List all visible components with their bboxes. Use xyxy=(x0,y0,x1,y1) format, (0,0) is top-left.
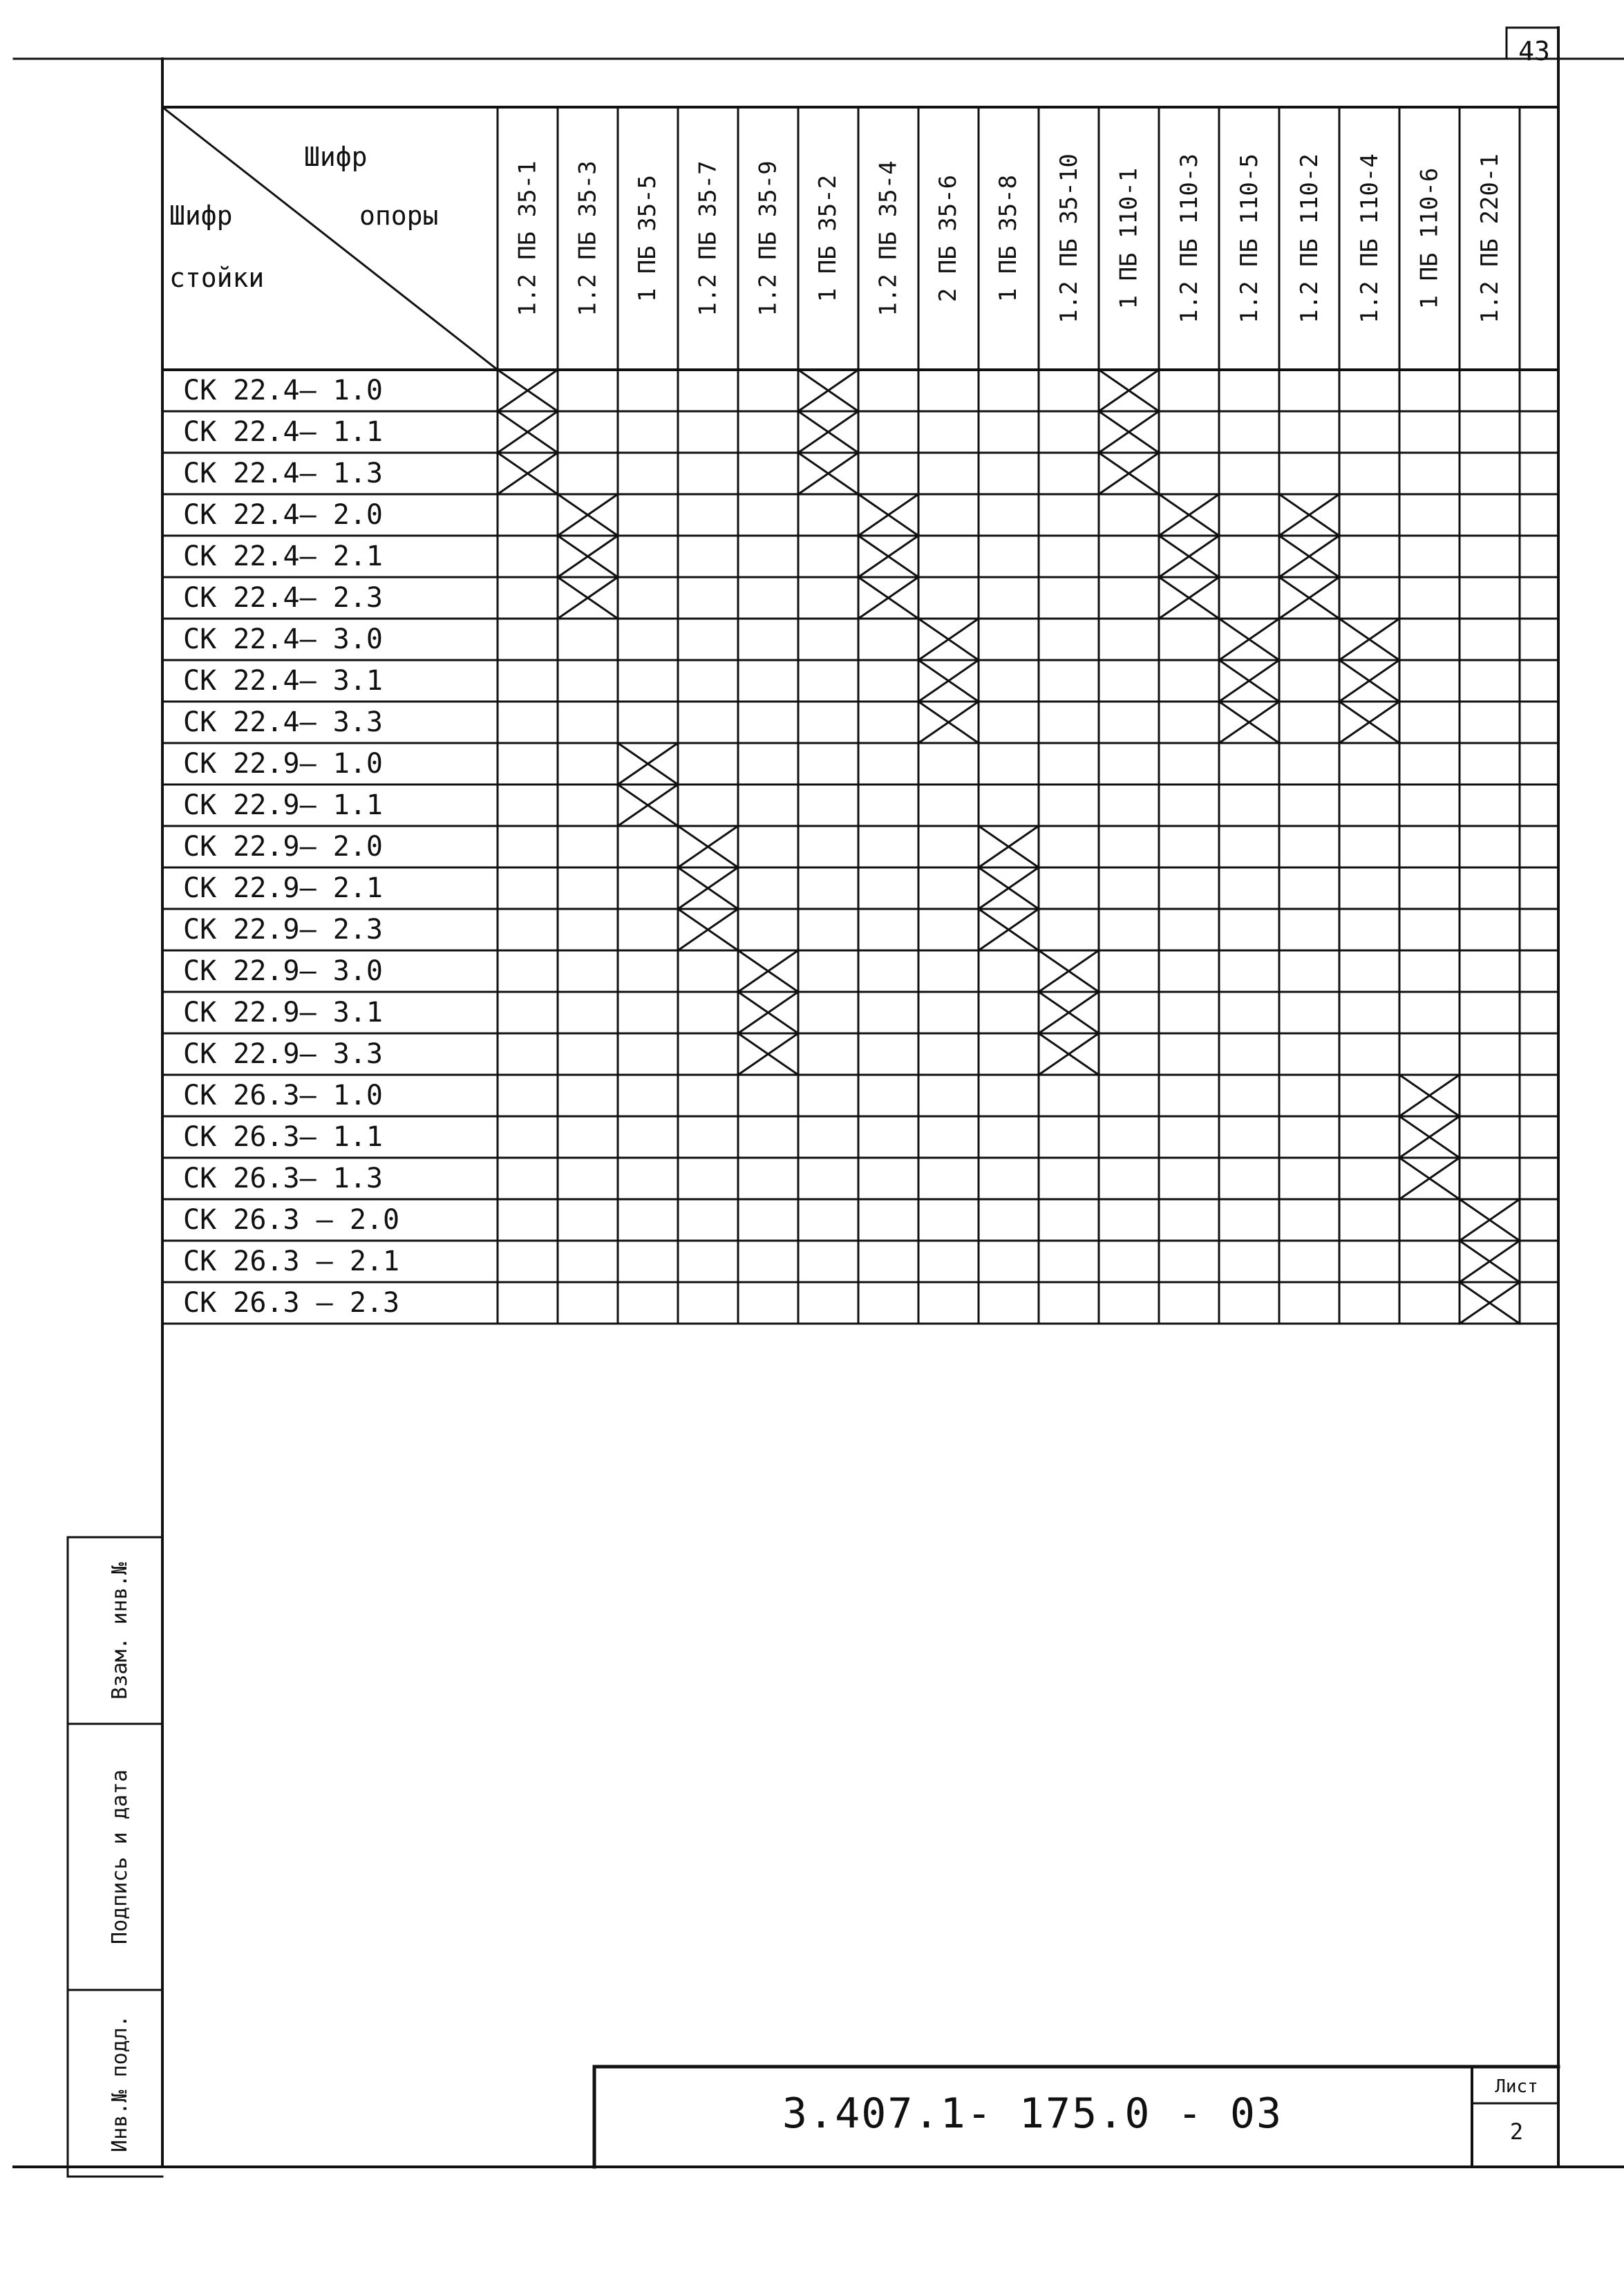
row-label: СК 22.4— 3.1 xyxy=(183,665,383,697)
side-stamp xyxy=(68,1537,171,2177)
column-header: 1.2 ПБ 35-3 xyxy=(574,160,602,317)
column-header: 1.2 ПБ 110-2 xyxy=(1295,153,1323,323)
document-code: 3.407.1- 175.0 - 03 xyxy=(782,2089,1283,2138)
row-label: СК 22.9— 2.0 xyxy=(183,831,383,863)
column-header: 1 ПБ 110-1 xyxy=(1115,167,1143,310)
column-header: 1.2 ПБ 110-5 xyxy=(1235,153,1263,323)
column-header: 1.2 ПБ 110-4 xyxy=(1355,153,1384,323)
column-header: 1 ПБ 35-2 xyxy=(814,174,842,303)
row-label: СК 26.3 — 2.0 xyxy=(183,1204,400,1236)
row-label: СК 22.9— 3.0 xyxy=(183,955,383,987)
row-label: СК 22.4— 3.0 xyxy=(183,623,383,655)
row-label: СК 22.4— 1.0 xyxy=(183,375,383,406)
sheet-label: Лист xyxy=(1495,2076,1538,2097)
sheet-number: 2 xyxy=(1509,2118,1524,2145)
row-label: СК 22.9— 3.3 xyxy=(183,1038,383,1070)
column-header: 1 ПБ 110-6 xyxy=(1415,167,1444,310)
column-header: 1.2 ПБ 220-1 xyxy=(1475,153,1504,323)
column-header: 2 ПБ 35-6 xyxy=(934,174,963,303)
row-label: СК 26.3— 1.0 xyxy=(183,1080,383,1111)
row-label: СК 26.3 — 2.1 xyxy=(183,1246,400,1277)
corner-bottom-label: стойки xyxy=(169,263,265,293)
row-label: СК 22.4— 2.0 xyxy=(183,499,383,531)
row-label: СК 22.9— 3.1 xyxy=(183,997,383,1028)
row-label: СК 26.3— 1.3 xyxy=(183,1163,383,1194)
row-label: СК 22.9— 2.3 xyxy=(183,914,383,946)
row-label: СК 22.4— 1.1 xyxy=(183,416,383,448)
column-header: 1.2 ПБ 110-3 xyxy=(1175,153,1203,323)
row-label: СК 22.4— 1.3 xyxy=(183,458,383,489)
page-number: 43 xyxy=(1518,36,1550,66)
row-label: СК 22.4— 3.3 xyxy=(183,706,383,738)
column-header: 1.2 ПБ 35-7 xyxy=(694,160,722,317)
column-header: 1.2 ПБ 35-4 xyxy=(874,160,903,317)
corner-top-label: Шифр xyxy=(304,142,368,172)
row-label: СК 26.3— 1.1 xyxy=(183,1121,383,1153)
corner-left-label: Шифр xyxy=(169,200,233,231)
column-header: 1 ПБ 35-5 xyxy=(634,174,662,303)
row-label: СК 22.4— 2.3 xyxy=(183,582,383,614)
row-label: СК 26.3 — 2.3 xyxy=(183,1287,400,1319)
corner-right-label: опоры xyxy=(359,200,439,231)
stamp-original-inv-cell: Инв.№ подл. xyxy=(107,2014,132,2152)
column-header: 1 ПБ 35-8 xyxy=(994,174,1023,303)
row-label: СК 22.9— 2.1 xyxy=(183,872,383,904)
stamp-signature-date-cell: Подпись и дата xyxy=(107,1769,132,1944)
column-header: 1.2 ПБ 35-10 xyxy=(1055,153,1083,323)
row-label: СК 22.9— 1.0 xyxy=(183,748,383,780)
column-header: 1.2 ПБ 35-1 xyxy=(513,160,542,317)
row-label: СК 22.9— 1.1 xyxy=(183,789,383,821)
column-header: 1.2 ПБ 35-9 xyxy=(754,160,782,317)
row-label: СК 22.4— 2.1 xyxy=(183,541,383,572)
stamp-replacement-inv-cell: Взам. инв.№ xyxy=(107,1561,132,1700)
